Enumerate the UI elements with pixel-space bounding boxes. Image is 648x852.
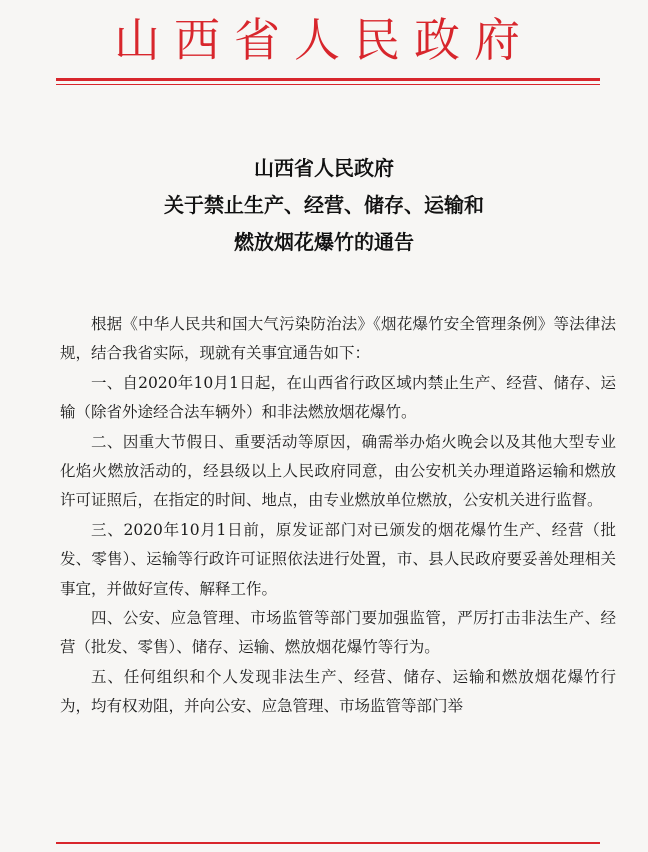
paragraph-item-3: 三、2020年10月1日前，原发证部门对已颁发的烟花爆竹生产、经营（批发、零售）、运输等行政许可证照依法进行处置，市、县人民政府要妥善处理相关事宜，并做好宣传、解释工作。: [60, 520, 616, 598]
document-title-line-1: 山西省人民政府: [254, 156, 394, 180]
paragraph-item-2: 二、因重大节假日、重要活动等原因，确需举办焰火晚会以及其他大型专业化焰火燃放活动的，经县级以上人民政府同意，由公安机关办理道路运输和燃放许可证照后，在指定的时间、地点，由专业燃放单位燃放，公安机关进行监督。: [60, 432, 616, 510]
letterhead-rule-thin: [56, 84, 600, 85]
letterhead-rule-thick: [56, 78, 600, 81]
paragraph-item-4: 四、公安、应急管理、市场监管等部门要加强监管，严厉打击非法生产、经营（批发、零售）、储存、运输、燃放烟花爆竹等行为。: [60, 609, 616, 657]
paragraph-item-5: 五、任何组织和个人发现非法生产、经营、储存、运输和燃放烟花爆竹行为，均有权劝阻，并向公安、应急管理、市场监管等部门举: [60, 667, 616, 716]
paragraph-preamble: 根据《中华人民共和国大气污染防治法》《烟花爆竹安全管理条例》等法律法规，结合我省实际，现就有关事宜通告如下：: [60, 315, 616, 363]
document-title-line-3: 燃放烟花爆竹的通告: [234, 230, 414, 254]
notice-body: [60, 310, 616, 722]
letterhead-title: 山西省人民政府: [114, 13, 534, 67]
document-title-line-2: 关于禁止生产、经营、储存、运输和: [164, 193, 484, 217]
bottom-rule: [56, 842, 600, 844]
paragraph-item-1: 一、自2020年10月1日起，在山西省行政区域内禁止生产、经营、储存、运输（除省外途经合法车辆外）和非法燃放烟花爆竹。: [60, 373, 616, 422]
letterhead: [0, 8, 648, 72]
document-title: [0, 150, 648, 261]
